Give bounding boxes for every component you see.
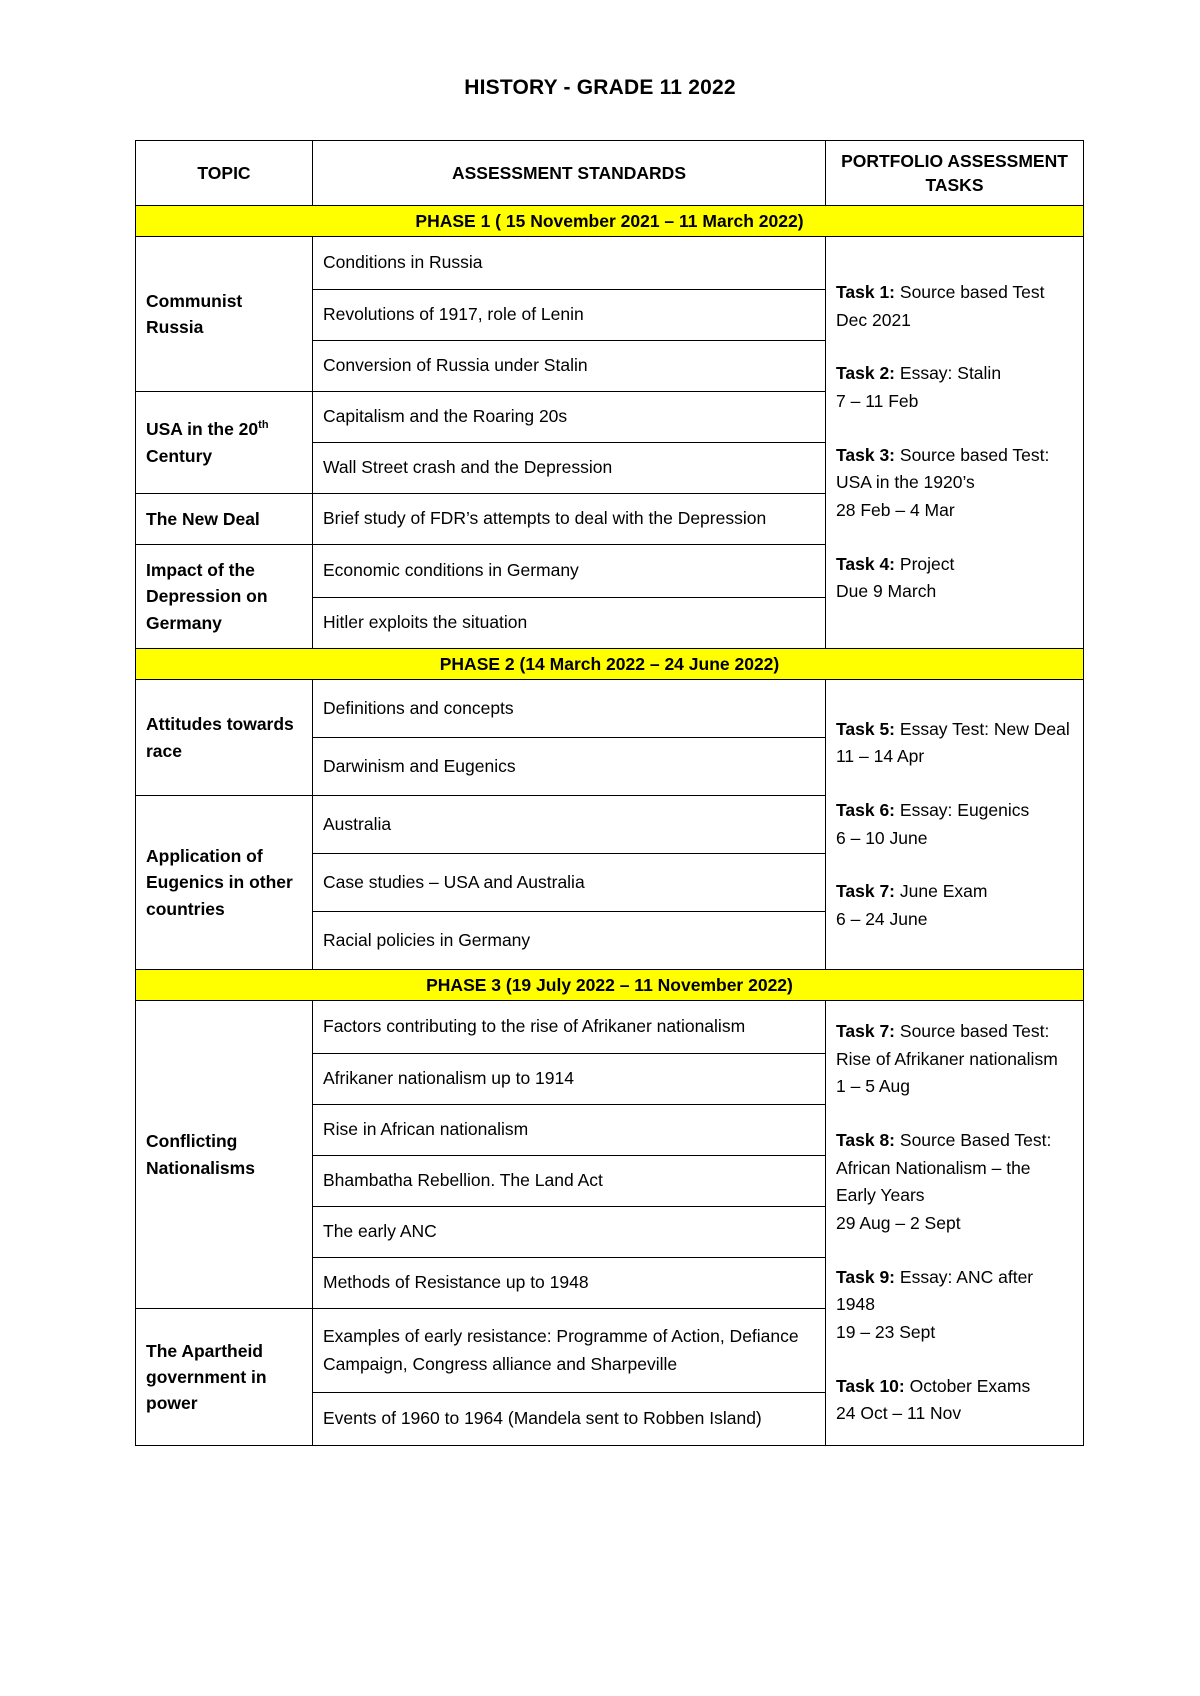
task-item: Task 3: Source based Test: USA in the 1920’s 28 Feb – 4 Mar <box>836 444 1050 520</box>
standard-cell: Events of 1960 to 1964 (Mandela sent to Robben Island) <box>313 1393 826 1446</box>
topic-cell: Application of Eugenics in other countries <box>136 796 313 970</box>
phase-label: PHASE 1 ( 15 November 2021 – 11 March 2022) <box>136 206 1084 237</box>
table-header-row <box>136 141 1084 206</box>
header-tasks: PORTFOLIO ASSESSMENT TASKS <box>826 141 1084 206</box>
topic-cell: Conflicting Nationalisms <box>136 1001 313 1309</box>
topic-cell: Communist Russia <box>136 237 313 392</box>
standard-cell: Case studies – USA and Australia <box>313 854 826 912</box>
standard-cell: Methods of Resistance up to 1948 <box>313 1258 826 1309</box>
task-item: Task 9: Essay: ANC after 1948 19 – 23 Sept <box>836 1266 1034 1342</box>
standard-cell: Definitions and concepts <box>313 680 826 738</box>
topic-cell: The Apartheid government in power <box>136 1309 313 1446</box>
task-item: Task 2: Essay: Stalin 7 – 11 Feb <box>836 363 1002 412</box>
task-item: Task 7: June Exam 6 – 24 June <box>836 881 988 929</box>
document-title: HISTORY - GRADE 11 2022 <box>464 76 736 99</box>
task-item: Task 6: Essay: Eugenics 6 – 10 June <box>836 799 1030 848</box>
task-item: Task 7: Source based Test: Rise of Afrikaner nationalism 1 – 5 Aug <box>836 1021 1058 1097</box>
standard-cell: Racial policies in Germany <box>313 912 826 970</box>
standard-cell: Economic conditions in Germany <box>313 545 826 598</box>
standard-cell: Brief study of FDR’s attempts to deal with the Depression <box>313 494 826 545</box>
topic-cell: Impact of the Depression on Germany <box>136 545 313 649</box>
assessment-plan-table <box>135 140 1084 1446</box>
task-item: Task 5: Essay Test: New Deal 11 – 14 Apr <box>836 718 1070 767</box>
header-topic: TOPIC <box>136 141 313 206</box>
tasks-cell <box>826 680 1084 970</box>
standard-cell: Bhambatha Rebellion. The Land Act <box>313 1156 826 1207</box>
tasks-cell <box>826 1001 1084 1446</box>
phase-label: PHASE 2 (14 March 2022 – 24 June 2022) <box>136 649 1084 680</box>
tasks-cell <box>826 237 1084 649</box>
topic-cell: USA in the 20th Century <box>136 392 313 494</box>
header-standards: ASSESSMENT STANDARDS <box>313 141 826 206</box>
phase-row <box>136 970 1084 1001</box>
phase-row <box>136 649 1084 680</box>
topic-cell: Attitudes towards race <box>136 680 313 796</box>
standard-cell: Conditions in Russia <box>313 237 826 290</box>
standard-cell: Factors contributing to the rise of Afrikaner nationalism <box>313 1001 826 1054</box>
standard-cell: Australia <box>313 796 826 854</box>
phase-label: PHASE 3 (19 July 2022 – 11 November 2022) <box>136 970 1084 1001</box>
standard-cell: Conversion of Russia under Stalin <box>313 341 826 392</box>
standard-cell: Capitalism and the Roaring 20s <box>313 392 826 443</box>
task-item: Task 4: Project Due 9 March <box>836 553 955 602</box>
standard-cell: Examples of early resistance: Programme of Action, Defiance Campaign, Congress alliance and Sharpeville <box>313 1309 826 1393</box>
standard-cell: Afrikaner nationalism up to 1914 <box>313 1054 826 1105</box>
standard-cell: The early ANC <box>313 1207 826 1258</box>
standard-cell: Darwinism and Eugenics <box>313 738 826 796</box>
standard-cell: Rise in African nationalism <box>313 1105 826 1156</box>
task-item: Task 8: Source Based Test: African Nationalism – the Early Years 29 Aug – 2 Sept <box>836 1130 1052 1233</box>
phase-row <box>136 206 1084 237</box>
standard-cell: Revolutions of 1917, role of Lenin <box>313 290 826 341</box>
standard-cell: Wall Street crash and the Depression <box>313 443 826 494</box>
topic-cell: The New Deal <box>136 494 313 545</box>
standard-cell: Hitler exploits the situation <box>313 598 826 649</box>
task-item: Task 1: Source based Test Dec 2021 <box>836 282 1045 330</box>
task-item: Task 10: October Exams 24 Oct – 11 Nov <box>836 1375 1031 1424</box>
